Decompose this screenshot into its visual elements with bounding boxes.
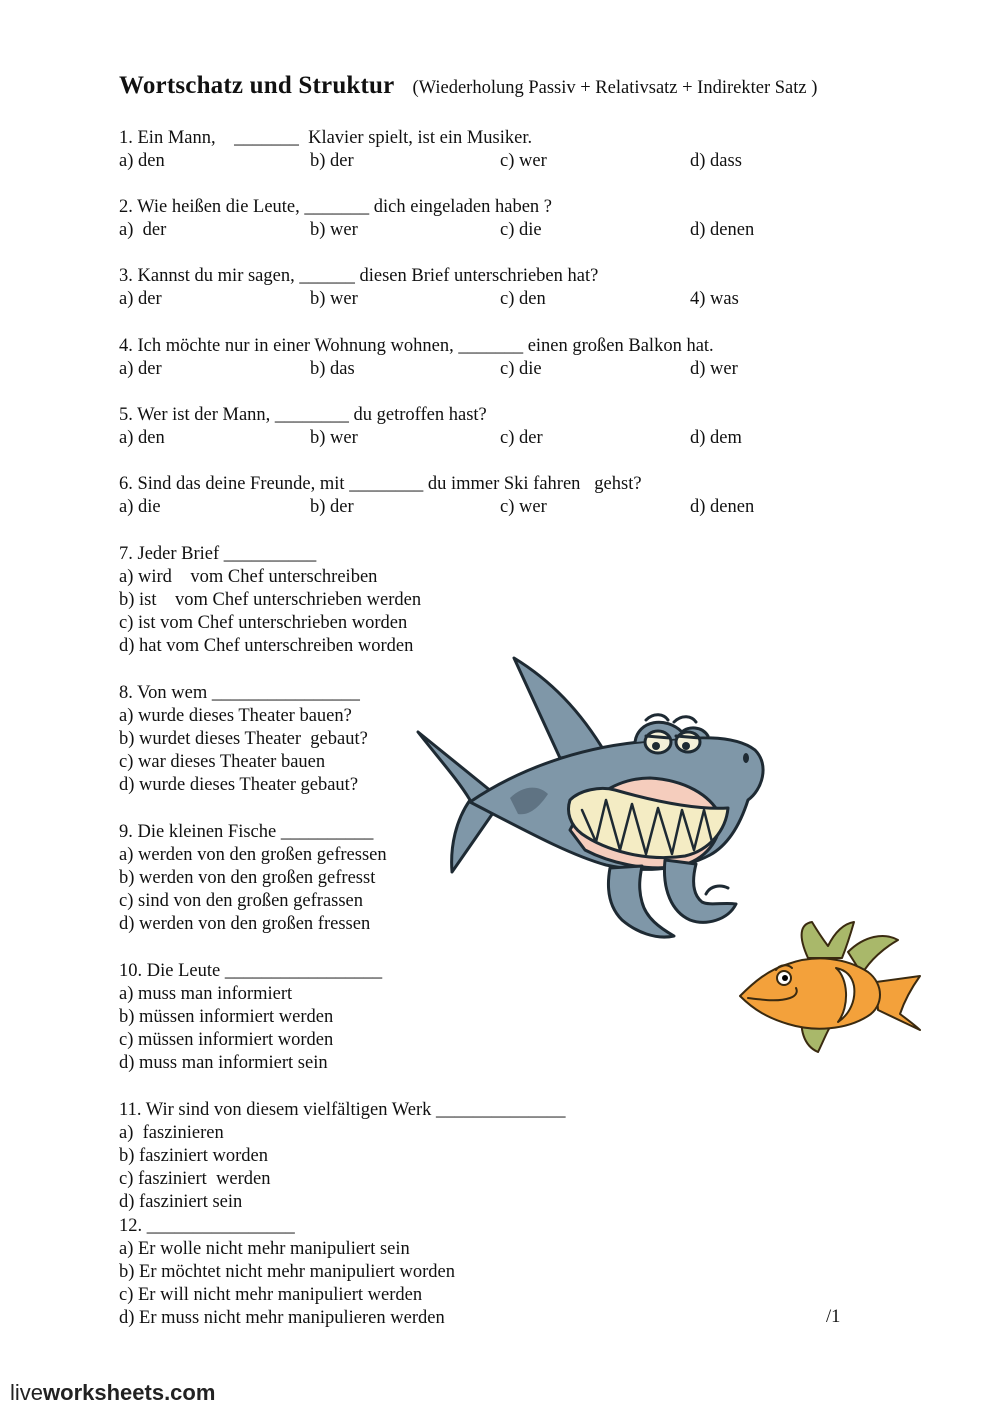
option-c[interactable]: c) die xyxy=(500,359,542,379)
option-b[interactable]: b) werden von den großen gefresst xyxy=(119,868,376,888)
option-c[interactable]: c) müssen informiert worden xyxy=(119,1030,334,1050)
option-b[interactable]: b) Er möchtet nicht mehr manipuliert worden xyxy=(119,1262,455,1282)
option-d[interactable]: d) werden von den großen fressen xyxy=(119,914,371,934)
option-c[interactable]: c) sind von den großen gefrassen xyxy=(119,891,364,911)
fish-illustration xyxy=(738,918,923,1058)
option-d[interactable]: d) fasziniert sein xyxy=(119,1192,243,1212)
option-a[interactable]: a) Er wolle nicht mehr manipuliert sein xyxy=(119,1239,410,1259)
page-subtitle: (Wiederholung Passiv + Relativsatz + Indirekter Satz ) xyxy=(412,78,818,98)
brand-footer xyxy=(10,1380,215,1406)
worksheet-header xyxy=(119,72,817,100)
option-a[interactable]: a) faszinieren xyxy=(119,1123,224,1143)
option-c[interactable]: c) wer xyxy=(500,497,547,517)
question-text: 10. Die Leute _________________ xyxy=(119,961,383,981)
question-text: 6. Sind das deine Freunde, mit ________ du immer Ski fahren gehst? xyxy=(119,474,642,494)
option-c[interactable]: c) Er will nicht mehr manipuliert werden xyxy=(119,1285,423,1305)
page-title: Wortschatz und Struktur xyxy=(119,72,395,99)
option-b[interactable]: b) ist vom Chef unterschrieben werden xyxy=(119,590,422,610)
option-c[interactable]: c) die xyxy=(500,220,542,240)
option-b[interactable]: b) fasziniert worden xyxy=(119,1146,268,1166)
option-b[interactable]: b) wer xyxy=(310,220,358,240)
option-d[interactable]: d) denen xyxy=(690,220,755,240)
question-text: 1. Ein Mann, _______ Klavier spielt, ist ein Musiker. xyxy=(119,128,533,148)
option-c[interactable]: c) wer xyxy=(500,151,547,171)
option-c[interactable]: c) der xyxy=(500,428,543,448)
question-text: 3. Kannst du mir sagen, ______ diesen Brief unterschrieben hat? xyxy=(119,266,599,286)
question-text: 5. Wer ist der Mann, ________ du getroffen hast? xyxy=(119,405,487,425)
question-text: 12. ________________ xyxy=(119,1216,295,1236)
question-text: 7. Jeder Brief __________ xyxy=(119,544,317,564)
option-b[interactable]: b) müssen informiert werden xyxy=(119,1007,334,1027)
question-text: 8. Von wem ________________ xyxy=(119,683,360,703)
shark-fin-arm xyxy=(664,860,736,922)
option-c[interactable]: c) ist vom Chef unterschrieben worden xyxy=(119,613,408,633)
fish-top-fin xyxy=(802,922,854,958)
option-a[interactable]: a) der xyxy=(119,359,162,379)
option-d[interactable]: d) wer xyxy=(690,359,738,379)
option-c[interactable]: c) war dieses Theater bauen xyxy=(119,752,326,772)
fish-body xyxy=(740,958,880,1028)
option-b[interactable]: b) wer xyxy=(310,428,358,448)
brand-light: live xyxy=(10,1380,44,1405)
option-b[interactable]: b) wer xyxy=(310,289,358,309)
fish-tail xyxy=(876,976,920,1030)
shark-dorsal-fin xyxy=(514,658,606,758)
question-text: 9. Die kleinen Fische __________ xyxy=(119,822,374,842)
option-d[interactable]: d) muss man informiert sein xyxy=(119,1053,328,1073)
option-d[interactable]: d) wurde dieses Theater gebaut? xyxy=(119,775,359,795)
option-a[interactable]: a) den xyxy=(119,428,165,448)
shark-illustration xyxy=(410,650,770,950)
question-text: 2. Wie heißen die Leute, _______ dich eingeladen haben ? xyxy=(119,197,552,217)
option-a[interactable]: a) werden von den großen gefressen xyxy=(119,845,387,865)
option-c[interactable]: c) fasziniert werden xyxy=(119,1169,271,1189)
brand-bold: worksheets.com xyxy=(43,1380,216,1405)
option-b[interactable]: b) wurdet dieses Theater gebaut? xyxy=(119,729,368,749)
score-mark: /1 xyxy=(826,1307,841,1327)
option-b[interactable]: b) das xyxy=(310,359,355,379)
option-d[interactable]: d) dem xyxy=(690,428,742,448)
option-a[interactable]: a) wurde dieses Theater bauen? xyxy=(119,706,352,726)
option-a[interactable]: a) muss man informiert xyxy=(119,984,293,1004)
option-a[interactable]: a) den xyxy=(119,151,165,171)
option-d[interactable]: d) denen xyxy=(690,497,755,517)
option-d[interactable]: d) hat vom Chef unterschreiben worden xyxy=(119,636,414,656)
option-d[interactable]: 4) was xyxy=(690,289,739,309)
question-text: 11. Wir sind von diesem vielfältigen Werk ______________ xyxy=(119,1100,566,1120)
option-b[interactable]: b) der xyxy=(310,151,354,171)
option-c[interactable]: c) den xyxy=(500,289,546,309)
option-d[interactable]: d) dass xyxy=(690,151,742,171)
option-b[interactable]: b) der xyxy=(310,497,354,517)
shark-eye-left xyxy=(645,731,671,753)
option-d[interactable]: d) Er muss nicht mehr manipulieren werden xyxy=(119,1308,445,1328)
question-text: 4. Ich möchte nur in einer Wohnung wohnen, _______ einen großen Balkon hat. xyxy=(119,336,714,356)
option-a[interactable]: a) wird vom Chef unterschreiben xyxy=(119,567,378,587)
option-a[interactable]: a) der xyxy=(119,289,162,309)
option-a[interactable]: a) der xyxy=(119,220,167,240)
option-a[interactable]: a) die xyxy=(119,497,161,517)
